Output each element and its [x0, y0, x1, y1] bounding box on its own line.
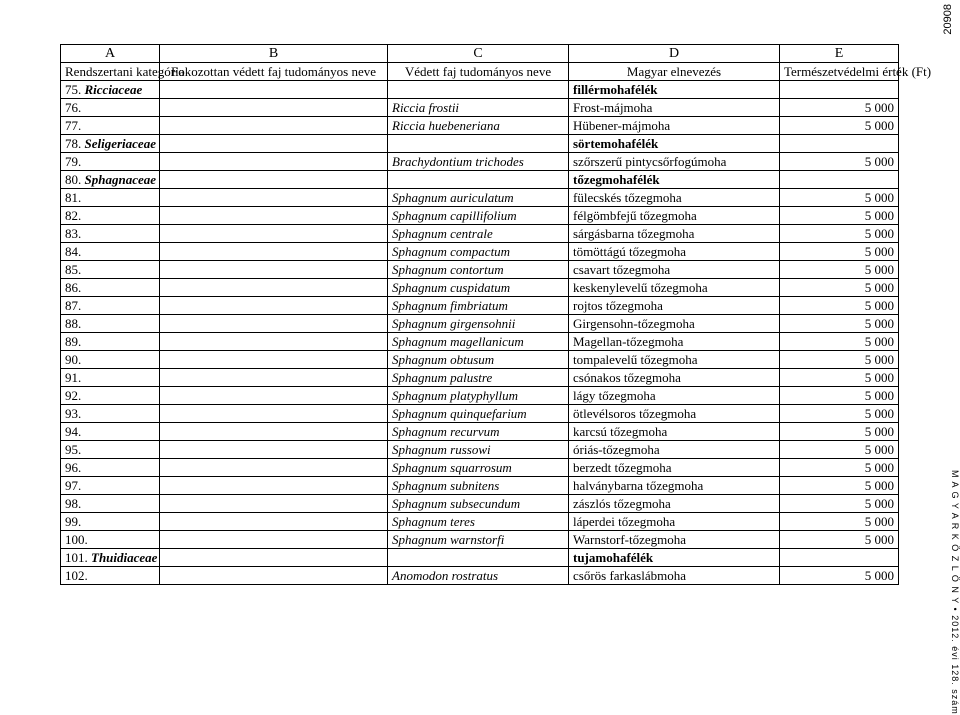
row-number: 97.: [61, 477, 160, 495]
row-number: 93.: [61, 405, 160, 423]
row-number: 102.: [61, 567, 160, 585]
species-name: Riccia huebeneriana: [388, 117, 569, 135]
species-name: Sphagnum compactum: [388, 243, 569, 261]
column-letter: B: [160, 45, 388, 63]
empty-cell: [160, 153, 388, 171]
species-name: Sphagnum obtusum: [388, 351, 569, 369]
family-name: Seligeriaceae: [84, 136, 156, 151]
hungarian-name: tömöttágú tőzegmoha: [569, 243, 780, 261]
empty-cell: [388, 549, 569, 567]
table-row: [61, 243, 899, 261]
conservation-value: 5 000: [780, 513, 899, 531]
empty-cell: [160, 189, 388, 207]
conservation-value: 5 000: [780, 405, 899, 423]
row-number: 82.: [61, 207, 160, 225]
conservation-value: 5 000: [780, 423, 899, 441]
table-row: [61, 189, 899, 207]
conservation-value: 5 000: [780, 495, 899, 513]
empty-cell: [160, 297, 388, 315]
row-number-label: 78.: [65, 136, 82, 151]
table-row: [61, 153, 899, 171]
row-number: 90.: [61, 351, 160, 369]
hungarian-name: csőrös farkaslábmoha: [569, 567, 780, 585]
journal-running-header: M A G Y A R K Ö Z L Ö N Y • 2012. évi 128. szám: [950, 470, 960, 715]
table-row: [61, 531, 899, 549]
table-row: [61, 495, 899, 513]
species-name: Sphagnum recurvum: [388, 423, 569, 441]
species-name: Sphagnum magellanicum: [388, 333, 569, 351]
column-letter: A: [61, 45, 160, 63]
table-row: [61, 351, 899, 369]
hungarian-name: óriás-tőzegmoha: [569, 441, 780, 459]
species-name: Sphagnum girgensohnii: [388, 315, 569, 333]
row-number: 84.: [61, 243, 160, 261]
conservation-value: 5 000: [780, 261, 899, 279]
hungarian-name: félgömbfejű tőzegmoha: [569, 207, 780, 225]
table-row: [61, 81, 899, 99]
empty-cell: [160, 171, 388, 189]
hungarian-name: láperdei tőzegmoha: [569, 513, 780, 531]
empty-cell: [780, 135, 899, 153]
table-row: [61, 135, 899, 153]
empty-cell: [160, 549, 388, 567]
species-name: Sphagnum subnitens: [388, 477, 569, 495]
conservation-value: 5 000: [780, 225, 899, 243]
family-name: Ricciaceae: [84, 82, 143, 97]
row-number: 95.: [61, 441, 160, 459]
family-hungarian-name: sörtemohafélék: [569, 135, 780, 153]
conservation-value: 5 000: [780, 351, 899, 369]
table-row: [61, 315, 899, 333]
table-row: [61, 423, 899, 441]
header-protected: Védett faj tudományos neve: [388, 63, 569, 81]
species-name: Sphagnum fimbriatum: [388, 297, 569, 315]
empty-cell: [160, 81, 388, 99]
species-name: Sphagnum subsecundum: [388, 495, 569, 513]
empty-cell: [160, 225, 388, 243]
species-name: Sphagnum cuspidatum: [388, 279, 569, 297]
hungarian-name: Frost-májmoha: [569, 99, 780, 117]
empty-cell: [160, 333, 388, 351]
empty-cell: [160, 135, 388, 153]
hungarian-name: Girgensohn-tőzegmoha: [569, 315, 780, 333]
row-number-label: 101.: [65, 550, 88, 565]
family-hungarian-name: fillérmohafélék: [569, 81, 780, 99]
table-row: [61, 405, 899, 423]
table-row: [61, 333, 899, 351]
page-number: 20908: [942, 4, 954, 35]
row-number: 88.: [61, 315, 160, 333]
row-number: 86.: [61, 279, 160, 297]
species-name: Sphagnum warnstorfi: [388, 531, 569, 549]
hungarian-name: karcsú tőzegmoha: [569, 423, 780, 441]
hungarian-name: sárgásbarna tőzegmoha: [569, 225, 780, 243]
empty-cell: [780, 171, 899, 189]
table-row: [61, 441, 899, 459]
column-letter: D: [569, 45, 780, 63]
header-hungarian-name: Magyar elnevezés: [569, 63, 780, 81]
conservation-value: 5 000: [780, 531, 899, 549]
conservation-value: 5 000: [780, 117, 899, 135]
table-row: [61, 297, 899, 315]
family-hungarian-name: tőzegmohafélék: [569, 171, 780, 189]
row-number: [61, 171, 160, 189]
family-name: Sphagnaceae: [84, 172, 156, 187]
empty-cell: [160, 315, 388, 333]
hungarian-name: fülecskés tőzegmoha: [569, 189, 780, 207]
empty-cell: [388, 81, 569, 99]
table-row: [61, 513, 899, 531]
header-value: Természetvédelmi érték (Ft): [780, 63, 899, 81]
hungarian-name: zászlós tőzegmoha: [569, 495, 780, 513]
column-letter: C: [388, 45, 569, 63]
conservation-value: 5 000: [780, 369, 899, 387]
column-letter: E: [780, 45, 899, 63]
empty-cell: [160, 405, 388, 423]
conservation-value: 5 000: [780, 153, 899, 171]
empty-cell: [160, 531, 388, 549]
conservation-value: 5 000: [780, 279, 899, 297]
empty-cell: [160, 369, 388, 387]
row-number: 77.: [61, 117, 160, 135]
conservation-value: 5 000: [780, 99, 899, 117]
empty-cell: [160, 441, 388, 459]
empty-cell: [160, 243, 388, 261]
empty-cell: [780, 81, 899, 99]
hungarian-name: szőrszerű pintycsőrfogúmoha: [569, 153, 780, 171]
conservation-value: 5 000: [780, 459, 899, 477]
hungarian-name: Magellan-tőzegmoha: [569, 333, 780, 351]
row-number: [61, 135, 160, 153]
empty-cell: [160, 351, 388, 369]
species-name: Sphagnum squarrosum: [388, 459, 569, 477]
row-number-label: 75.: [65, 82, 82, 97]
row-number: 98.: [61, 495, 160, 513]
species-table: [60, 44, 932, 585]
empty-cell: [160, 117, 388, 135]
table-row: [61, 99, 899, 117]
table-row: [61, 567, 899, 585]
hungarian-name: halványbarna tőzegmoha: [569, 477, 780, 495]
family-hungarian-name: tujamohafélék: [569, 549, 780, 567]
hungarian-name: csónakos tőzegmoha: [569, 369, 780, 387]
row-number: 89.: [61, 333, 160, 351]
row-number: 81.: [61, 189, 160, 207]
species-name: Sphagnum russowi: [388, 441, 569, 459]
species-name: Sphagnum teres: [388, 513, 569, 531]
empty-cell: [388, 135, 569, 153]
row-number: 94.: [61, 423, 160, 441]
row-number: 91.: [61, 369, 160, 387]
row-number: 76.: [61, 99, 160, 117]
hungarian-name: Hübener-májmoha: [569, 117, 780, 135]
species-name: Sphagnum auriculatum: [388, 189, 569, 207]
row-number: 79.: [61, 153, 160, 171]
empty-cell: [160, 207, 388, 225]
hungarian-name: ötlevélsoros tőzegmoha: [569, 405, 780, 423]
family-name: Thuidiaceae: [91, 550, 158, 565]
hungarian-name: lágy tőzegmoha: [569, 387, 780, 405]
table-row: [61, 279, 899, 297]
empty-cell: [160, 387, 388, 405]
empty-cell: [160, 459, 388, 477]
row-number: 87.: [61, 297, 160, 315]
hungarian-name: rojtos tőzegmoha: [569, 297, 780, 315]
empty-cell: [160, 495, 388, 513]
species-name: Sphagnum centrale: [388, 225, 569, 243]
conservation-value: 5 000: [780, 387, 899, 405]
conservation-value: 5 000: [780, 333, 899, 351]
table-row: [61, 171, 899, 189]
species-name: Sphagnum palustre: [388, 369, 569, 387]
table-row: [61, 387, 899, 405]
row-number: 100.: [61, 531, 160, 549]
conservation-value: 5 000: [780, 243, 899, 261]
conservation-value: 5 000: [780, 297, 899, 315]
header-category: Rendszertani kategória: [61, 63, 160, 81]
table-row: [61, 459, 899, 477]
row-number: 92.: [61, 387, 160, 405]
hungarian-name: keskenylevelű tőzegmoha: [569, 279, 780, 297]
row-number: 96.: [61, 459, 160, 477]
row-number: 85.: [61, 261, 160, 279]
species-name: Brachydontium trichodes: [388, 153, 569, 171]
conservation-value: 5 000: [780, 207, 899, 225]
conservation-value: 5 000: [780, 189, 899, 207]
empty-cell: [780, 549, 899, 567]
row-number: 83.: [61, 225, 160, 243]
table-row: [61, 477, 899, 495]
conservation-value: 5 000: [780, 315, 899, 333]
column-letter-row: [61, 45, 899, 63]
header-strictly-protected: Fokozottan védett faj tudományos neve: [160, 63, 388, 81]
conservation-value: 5 000: [780, 441, 899, 459]
row-number-label: 80.: [65, 172, 82, 187]
empty-cell: [160, 567, 388, 585]
hungarian-name: berzedt tőzegmoha: [569, 459, 780, 477]
empty-cell: [160, 261, 388, 279]
hungarian-name: Warnstorf-tőzegmoha: [569, 531, 780, 549]
species-name: Sphagnum platyphyllum: [388, 387, 569, 405]
table-row: [61, 261, 899, 279]
species-name: Anomodon rostratus: [388, 567, 569, 585]
row-number: 99.: [61, 513, 160, 531]
empty-cell: [160, 99, 388, 117]
empty-cell: [160, 477, 388, 495]
species-name: Riccia frostii: [388, 99, 569, 117]
empty-cell: [388, 171, 569, 189]
hungarian-name: csavart tőzegmoha: [569, 261, 780, 279]
empty-cell: [160, 513, 388, 531]
species-name: Sphagnum quinquefarium: [388, 405, 569, 423]
table-row: [61, 117, 899, 135]
empty-cell: [160, 279, 388, 297]
conservation-value: 5 000: [780, 477, 899, 495]
hungarian-name: tompalevelű tőzegmoha: [569, 351, 780, 369]
species-name: Sphagnum capillifolium: [388, 207, 569, 225]
row-number: [61, 549, 160, 567]
conservation-value: 5 000: [780, 567, 899, 585]
table-row: [61, 207, 899, 225]
empty-cell: [160, 423, 388, 441]
row-number: [61, 81, 160, 99]
table-row: [61, 225, 899, 243]
species-name: Sphagnum contortum: [388, 261, 569, 279]
table-row: [61, 369, 899, 387]
table-row: [61, 549, 899, 567]
header-row: [61, 63, 899, 81]
